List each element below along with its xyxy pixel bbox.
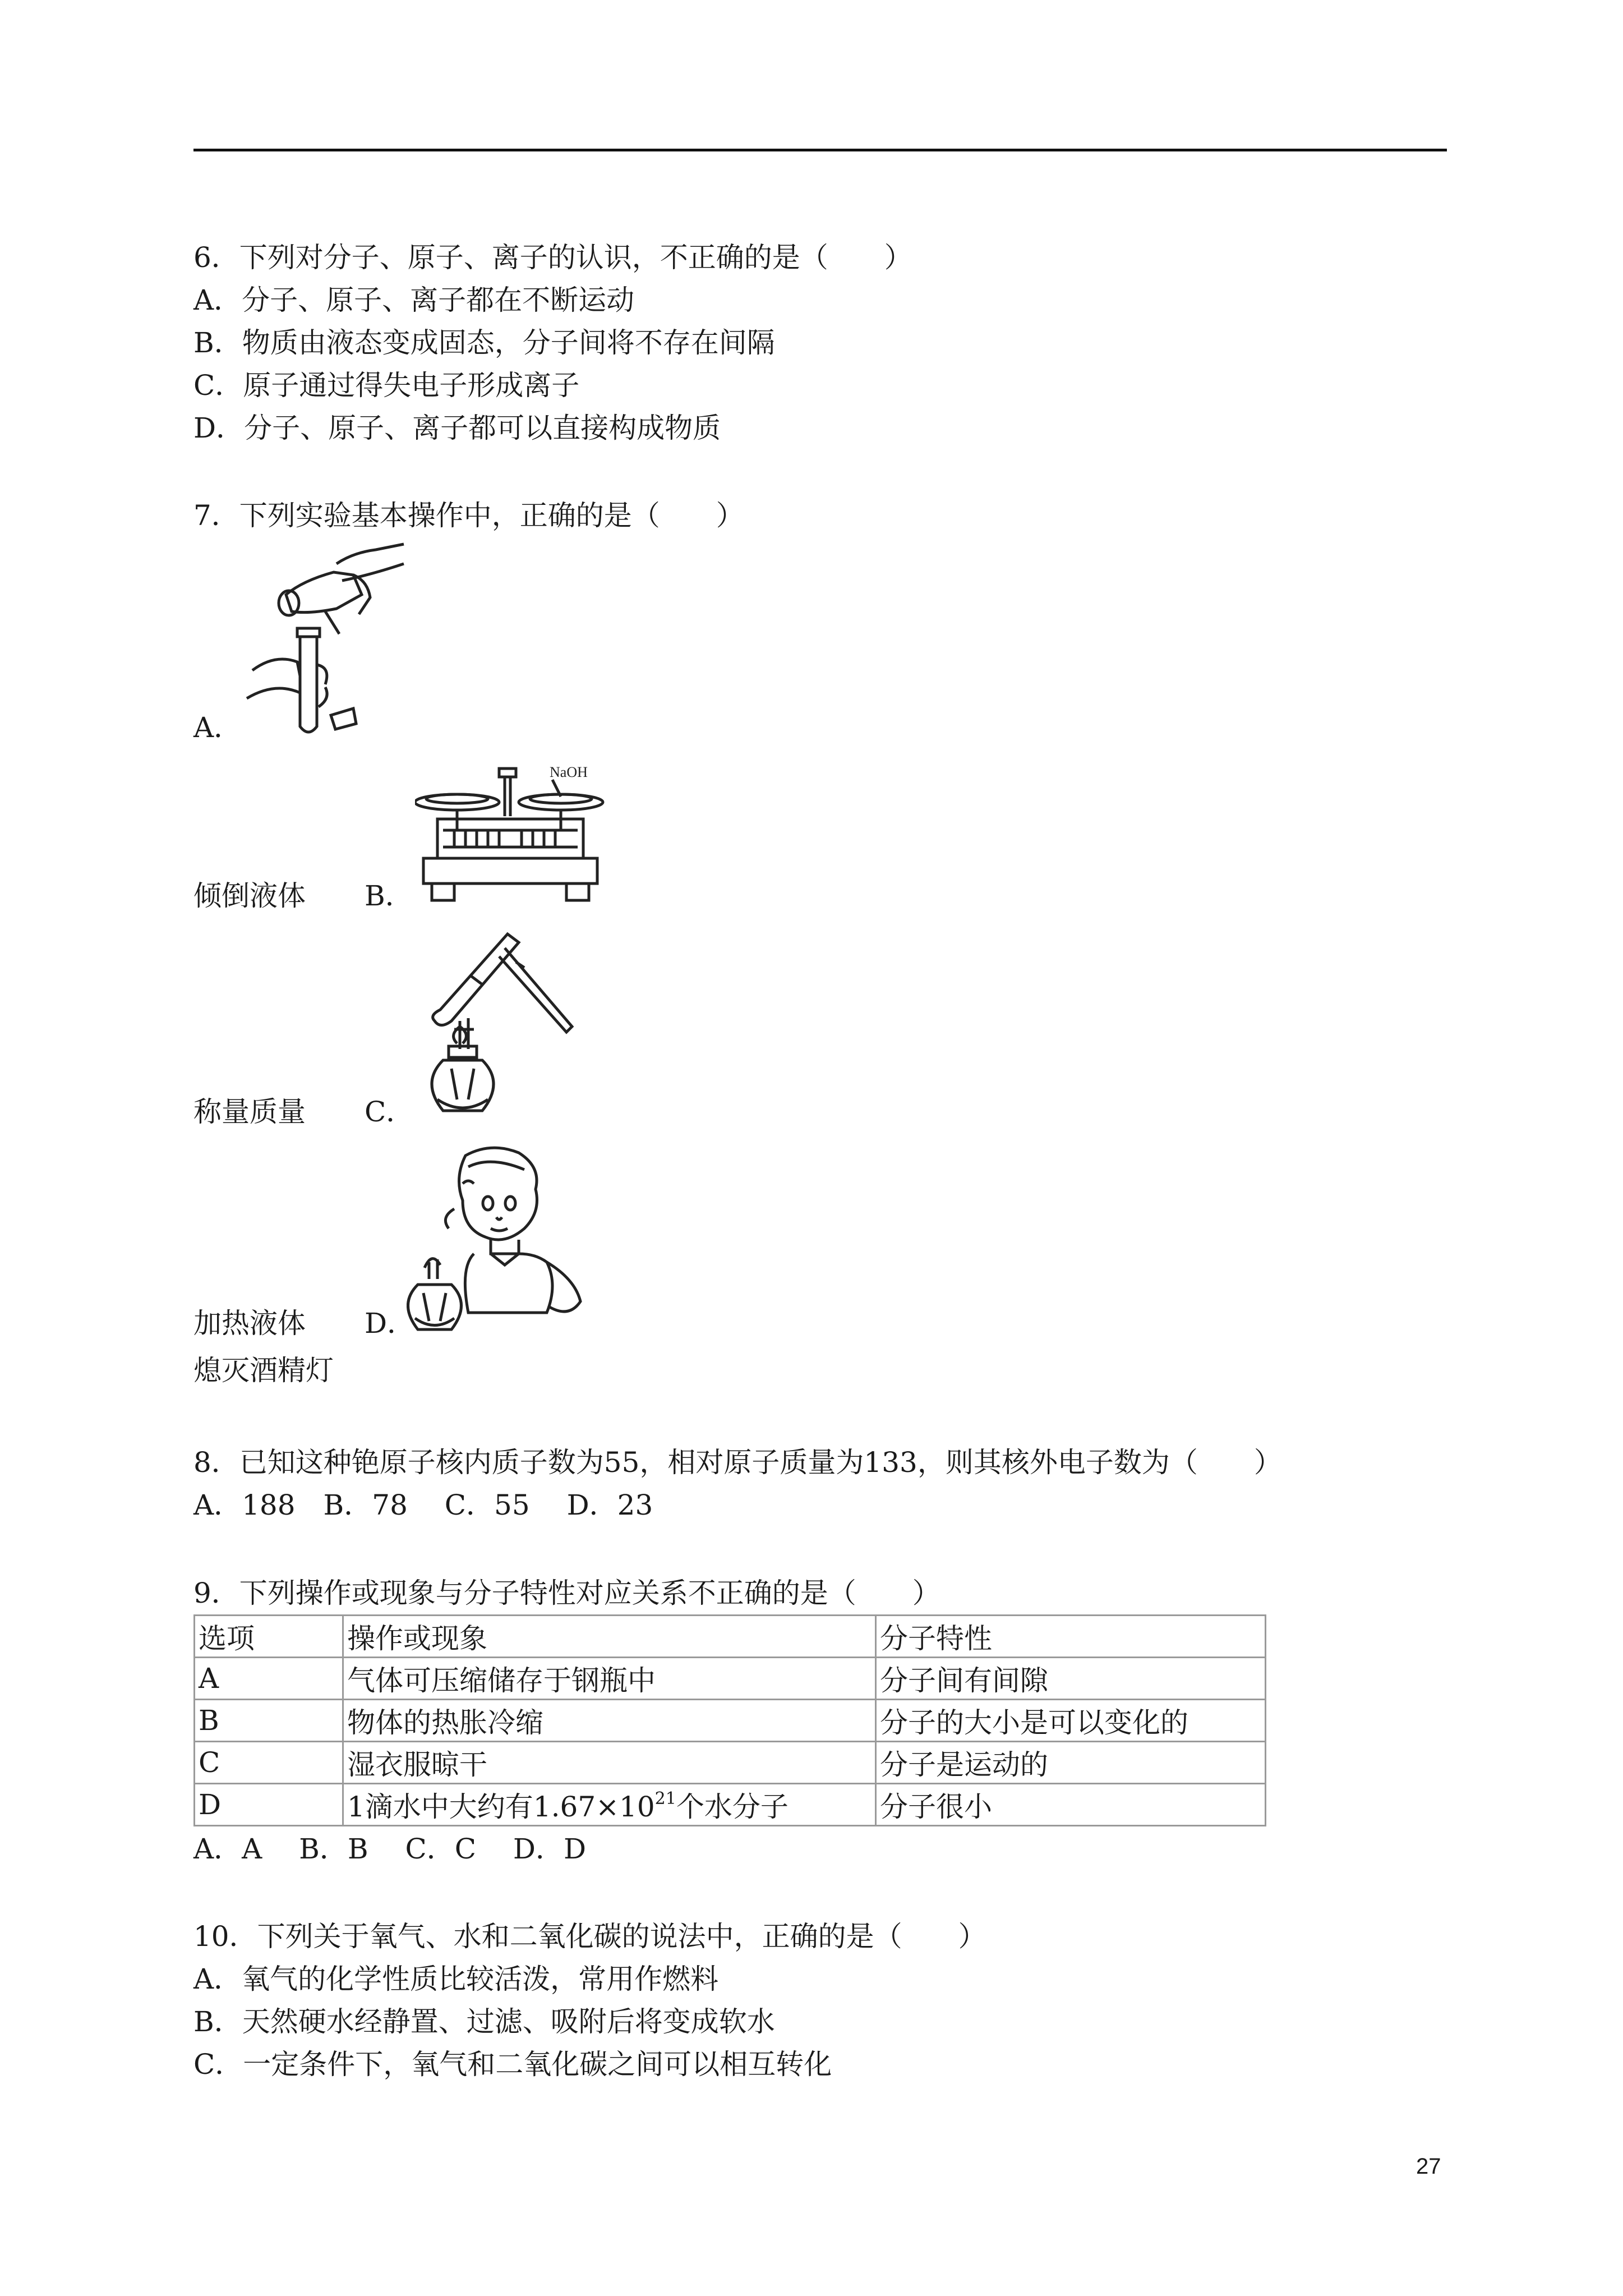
table-header-cell: 操作或现象	[343, 1616, 876, 1658]
extinguish-lamp-figure	[407, 1144, 592, 1346]
table-row	[195, 1658, 1266, 1700]
table-cell	[343, 1784, 876, 1826]
page-number: 27	[1416, 2154, 1441, 2179]
question-7-label-c: 加热液体	[193, 1307, 306, 1340]
question-7-option-c: C．	[365, 1096, 414, 1128]
header-rule	[193, 149, 1447, 151]
question-6-option-b: B．物质由液态变成固态，分子间将不存在间隔	[193, 326, 775, 359]
table-cell: D	[195, 1784, 343, 1826]
question-7-option-d: D．	[365, 1307, 416, 1340]
balance-naoh-label: NaOH	[550, 764, 588, 780]
row-d-text-after: 个水分子	[676, 1791, 789, 1823]
question-9-stem: 9．下列操作或现象与分子特性对应关系不正确的是（ ）	[193, 1577, 940, 1609]
question-6-option-c: C．原子通过得失电子形成离子	[193, 369, 580, 402]
question-8-options: A．188 B．78 C．55 D．23	[193, 1489, 653, 1521]
table-cell: C	[195, 1742, 343, 1784]
table-cell: 分子是运动的	[876, 1742, 1266, 1784]
balance-scale-figure	[415, 763, 606, 909]
question-7-option-a: A．	[193, 711, 242, 744]
table-row	[195, 1700, 1266, 1742]
table-cell: B	[195, 1700, 343, 1742]
question-10-stem: 10．下列关于氧气、水和二氧化碳的说法中，正确的是（ ）	[193, 1920, 986, 1953]
table-header-cell: 选项	[195, 1616, 343, 1658]
question-10-option-c: C．一定条件下，氧气和二氧化碳之间可以相互转化	[193, 2048, 832, 2081]
table-cell: 分子很小	[876, 1784, 1266, 1826]
table-cell: 分子的大小是可以变化的	[876, 1700, 1266, 1742]
question-10-option-a: A．氧气的化学性质比较活泼，常用作燃料	[193, 1963, 719, 1995]
question-6-option-d: D．分子、原子、离子都可以直接构成物质	[193, 412, 721, 444]
question-7-stem: 7．下列实验基本操作中，正确的是（ ）	[193, 499, 744, 532]
question-7-label-b: 称量质量	[193, 1096, 306, 1128]
question-6-stem: 6．下列对分子、原子、离子的认识，不正确的是（ ）	[193, 241, 912, 274]
question-10-option-b: B．天然硬水经静置、过滤、吸附后将变成软水	[193, 2005, 775, 2038]
table-cell: 湿衣服晾干	[343, 1742, 876, 1784]
molecule-property-table	[193, 1614, 1266, 1826]
table-cell: 物体的热胀冷缩	[343, 1700, 876, 1742]
table-row	[195, 1784, 1266, 1826]
table-header-cell: 分子特性	[876, 1616, 1266, 1658]
question-7-option-b: B．	[365, 880, 413, 912]
row-d-exponent: 21	[654, 1789, 676, 1809]
question-7-label-d: 熄灭酒精灯	[193, 1354, 334, 1387]
table-cell: A	[195, 1658, 343, 1700]
table-cell: 分子间有间隙	[876, 1658, 1266, 1700]
pouring-liquid-figure	[241, 541, 409, 746]
question-7-label-a: 倾倒液体	[193, 880, 306, 912]
table-cell: 气体可压缩储存于钢瓶中	[343, 1658, 876, 1700]
heating-liquid-figure	[426, 931, 606, 1133]
question-6-option-a: A．分子、原子、离子都在不断运动	[193, 284, 635, 316]
table-row	[195, 1742, 1266, 1784]
table-header-row	[195, 1616, 1266, 1658]
row-d-text-before: 1滴水中大约有1.67×10	[347, 1791, 655, 1823]
question-9-options: A．A B．B C．C D．D	[193, 1833, 587, 1865]
question-8-stem: 8．已知这种铯原子核内质子数为55，相对原子质量为133，则其核外电子数为（ ）	[193, 1446, 1282, 1479]
